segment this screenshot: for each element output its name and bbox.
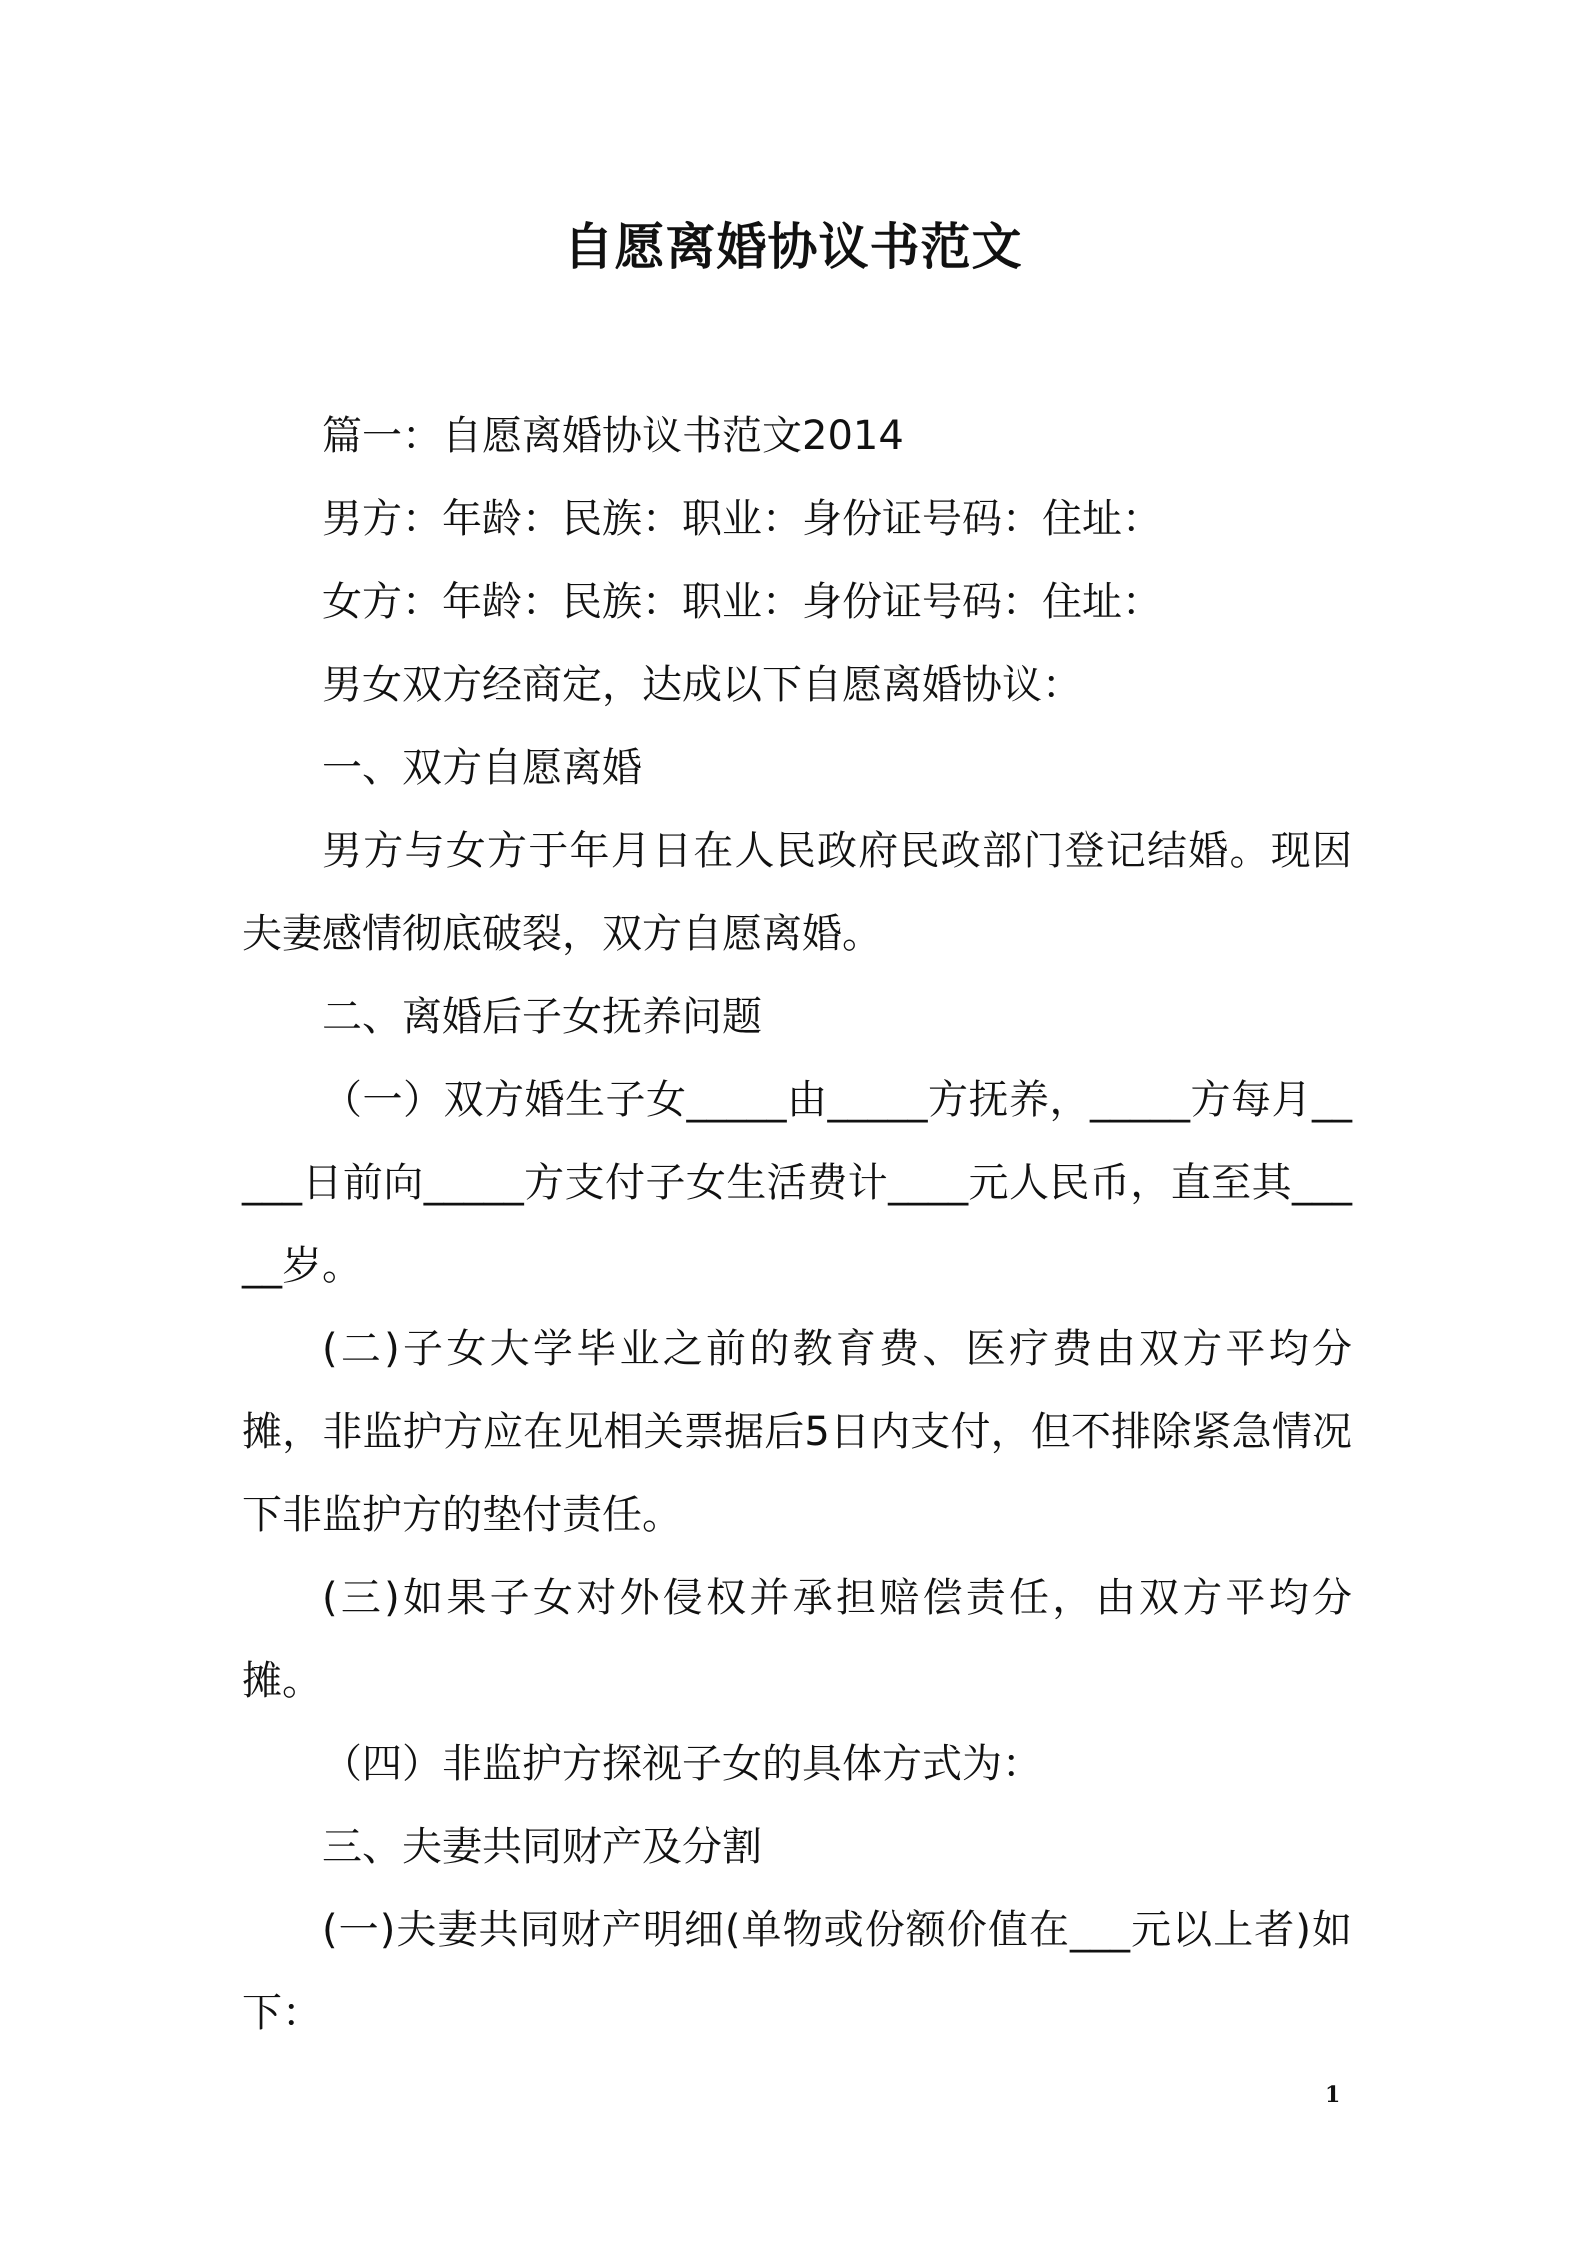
document-title: 自愿离婚协议书范文 [563,218,1023,276]
paragraph-9: (二)子女大学毕业之前的教育费、医疗费由双方平均分摊，非监护方应在见相关票据后5日内支付，但不排除紧急情况下非监护方的垫付责任。 [242,1326,1352,1538]
paragraph-13: (一)夫妻共同财产明细(单物或份额价值在___元以上者)如下： [242,1907,1352,2036]
paragraph-12: 三、夫妻共同财产及分割 [322,1824,762,1870]
paragraph-6: 男方与女方于年月日在人民政府民政部门登记结婚。现因夫妻感情彻底破裂，双方自愿离婚。 [242,828,1352,957]
paragraph-7: 二、离婚后子女抚养问题 [322,994,762,1040]
paragraph-2: 男方：年龄：民族：职业：身份证号码：住址： [322,496,1162,542]
paragraph-1: 篇一：自愿离婚协议书范文2014 [322,413,904,459]
paragraph-10: (三)如果子女对外侵权并承担赔偿责任，由双方平均分摊。 [242,1575,1352,1704]
paragraph-3: 女方：年龄：民族：职业：身份证号码：住址： [322,579,1162,625]
page-number: 1 [1325,2082,1341,2108]
paragraph-4: 男女双方经商定，达成以下自愿离婚协议： [322,662,1082,708]
document-body [242,395,1352,2055]
paragraph-11: （四）非监护方探视子女的具体方式为： [322,1741,1042,1787]
paragraph-8: （一）双方婚生子女_____由_____方抚养，_____方每月_____日前向_____方支付子女生活费计____元人民币，直至其_____岁。 [242,1077,1352,1289]
paragraph-5: 一、双方自愿离婚 [322,745,642,791]
